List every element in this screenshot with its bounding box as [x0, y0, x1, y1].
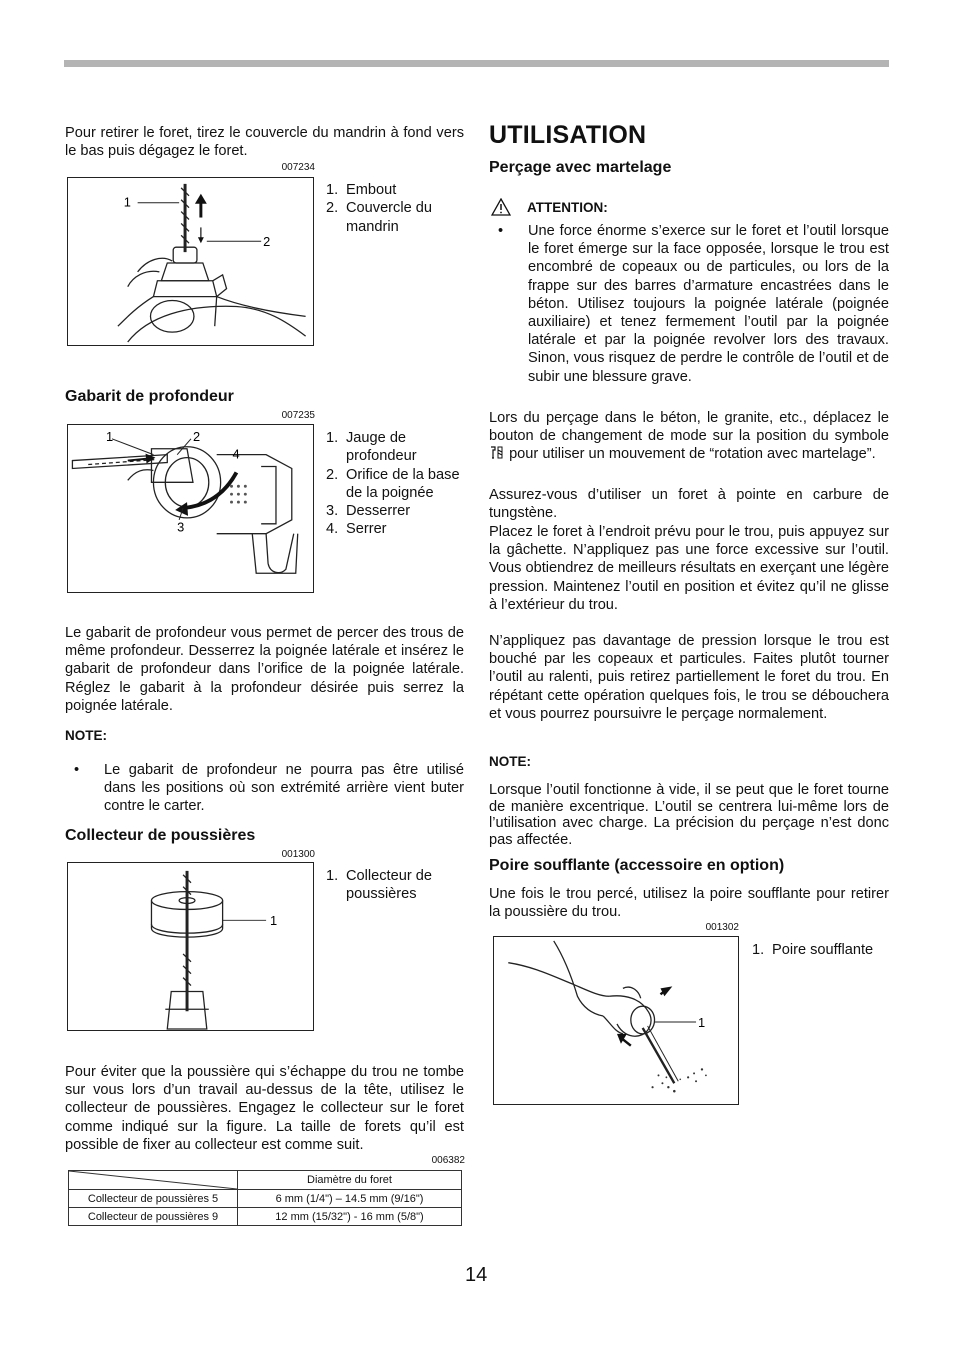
figure-legend-dust [326, 867, 466, 904]
section-heading-dust-collector: Collecteur de poussières [65, 827, 256, 844]
page-title: UTILISATION [489, 121, 647, 149]
figure-code: 007235 [281, 410, 315, 421]
bit-size-table [68, 1170, 462, 1226]
section-heading-hammer-drilling: Perçage avec martelage [489, 159, 672, 176]
callout-1: 1 [270, 913, 278, 929]
drill-chuck-illustration [68, 178, 313, 345]
table-code: 006382 [431, 1155, 465, 1166]
legend-item: 1. Collecteur de poussières [326, 868, 432, 903]
table-cell: Collecteur de poussières 9 [69, 1208, 238, 1226]
hammer-rotation-symbol-icon [489, 446, 505, 459]
warning-triangle-icon [491, 198, 511, 216]
callout-3: 3 [177, 519, 185, 535]
hammer-mode-text: Lors du perçage dans le béton, le granite, etc., déplacez le bouton de changement de mode sur la position du symbole pour utiliser un mouvement de “rotation avec martelage”. [489, 410, 889, 463]
callout-1: 1 [106, 428, 114, 444]
table-cell: 12 mm (15/32") - 16 mm (5/8") [238, 1208, 462, 1226]
note-text: Lorsque l’outil fonctionne à vide, il se peut que le foret tourne de manière excentrique. L’outil se centrera lui-même lors de l’utilisation avec charge. La précision du perçage n’est donc pas affectée. [489, 782, 889, 848]
table-cell: 6 mm (1/4") – 14.5 mm (9/16") [238, 1190, 462, 1208]
positioning-text: Placez le foret à l’endroit prévu pour le trou, puis appuyez sur la gâchette. N’appliquez pas une force excessive sur l’outil. Vous obtiendrez de meilleurs résultats en exerçant une légère pression. Maintenez l’outil en position et évitez qu’il ne glisse à l’extérieur du trou. [489, 524, 889, 613]
legend-item: 2. Couvercle du mandrin [326, 200, 432, 235]
figure-dust-collector [67, 862, 314, 1031]
dust-collector-illustration [68, 863, 313, 1030]
section-heading-blow-out-bulb: Poire soufflante (accessoire en option) [489, 857, 785, 874]
callout-2: 2 [192, 428, 201, 444]
dust-collector-text: Pour éviter que la poussière qui s’échappe du trou ne tombe sur vous lors d’un travail au-dessus de la tête, utilisez le collecteur de poussières. Engagez le collecteur sur le foret comme indiqué sur la figure. La taille de forets qu’il est possible de fixer au collecteur est comme suit. [65, 1064, 464, 1153]
diagonal-line [69, 1171, 237, 1189]
figure-code: 001302 [705, 922, 739, 933]
figure-blow-out-bulb [493, 936, 739, 1105]
figure-bit-removal [67, 177, 314, 346]
callout-1: 1 [698, 1014, 706, 1030]
attention-item: • Une force énorme s’exerce sur le foret et l’outil lorsque le foret émerge sur la face opposée, lorsque le trou est encombré de copeaux ou de particules, ou lors de la frappe sur des barres d’armature encastrées dans le béton. Utilisez toujours la poignée latérale (poignée auxiliaire) et tenez fermement l’outil par la poignée latérale et par la poignée revolver lors des travaux. Sinon, vous risquez de perdre le contrôle de l’outil et de subir une blessure grave. [489, 222, 889, 386]
note-list [65, 761, 464, 816]
note-title: NOTE: [65, 728, 107, 743]
callout-1: 1 [123, 194, 131, 210]
depth-gauge-text: Le gabarit de profondeur vous permet de percer des trous de même profondeur. Desserrez la poignée latérale et insérez le gabarit de profondeur dans l’orifice de la poignée latérale. Réglez le gabarit à la profondeur désirée puis serrez la poignée latérale. [65, 625, 464, 714]
figure-legend-depth [326, 429, 466, 539]
figure-depth-gauge [67, 424, 314, 593]
depth-gauge-illustration [68, 425, 313, 592]
attention-label: ATTENTION: [527, 200, 608, 215]
legend-item: 4. Serrer [326, 521, 387, 538]
blow-out-bulb-illustration [494, 937, 738, 1104]
legend-item: 2. Orifice de la base de la poignée [326, 466, 460, 501]
header-bar [64, 60, 889, 67]
page-number: 14 [465, 1264, 488, 1286]
callout-4: 4 [232, 446, 240, 462]
figure-legend-bulb [752, 941, 892, 959]
callout-2: 2 [263, 234, 271, 250]
legend-item: 1. Jauge de profondeur [326, 430, 417, 465]
chuck-removal-text: Pour retirer le foret, tirez le couvercle du mandrin à fond vers le bas puis dégagez le foret. [65, 125, 464, 160]
table-cell: Collecteur de poussières 5 [69, 1190, 238, 1208]
table-row [69, 1208, 462, 1226]
table-row [69, 1190, 462, 1208]
figure-legend-bit [326, 181, 466, 236]
carbide-bit-text: Assurez-vous d’utiliser un foret à pointe en carbure de tungstène. [489, 487, 889, 522]
blow-out-bulb-text: Une fois le trou percé, utilisez la poire soufflante pour retirer la poussière du trou. [489, 886, 889, 921]
clogged-hole-text: N’appliquez pas davantage de pression lorsque le trou est bouché par les copeaux et particules. Faites plutôt tourner l’outil au ralenti, puis retirez partiellement le foret du trou. En répétant cette opération quelques fois, le trou se débouchera et vous pourrez poursuivre le perçage normalement. [489, 633, 889, 722]
table-header-row [69, 1171, 462, 1190]
figure-code: 007234 [281, 162, 315, 173]
legend-item: 1. Embout [326, 182, 397, 198]
note-title: NOTE: [489, 754, 531, 769]
table-corner-cell [69, 1171, 238, 1190]
note-item: • Le gabarit de profondeur ne pourra pas être utilisé dans les positions où son extrémité arrière vient buter contre le carter. [65, 761, 464, 816]
table-header-cell: Diamètre du foret [238, 1171, 462, 1190]
legend-item: 3. Desserrer [326, 503, 411, 520]
section-heading-depth-gauge: Gabarit de profondeur [65, 388, 234, 405]
figure-code: 001300 [281, 849, 315, 860]
attention-list [489, 222, 889, 386]
legend-item: 1. Poire soufflante [752, 942, 874, 958]
